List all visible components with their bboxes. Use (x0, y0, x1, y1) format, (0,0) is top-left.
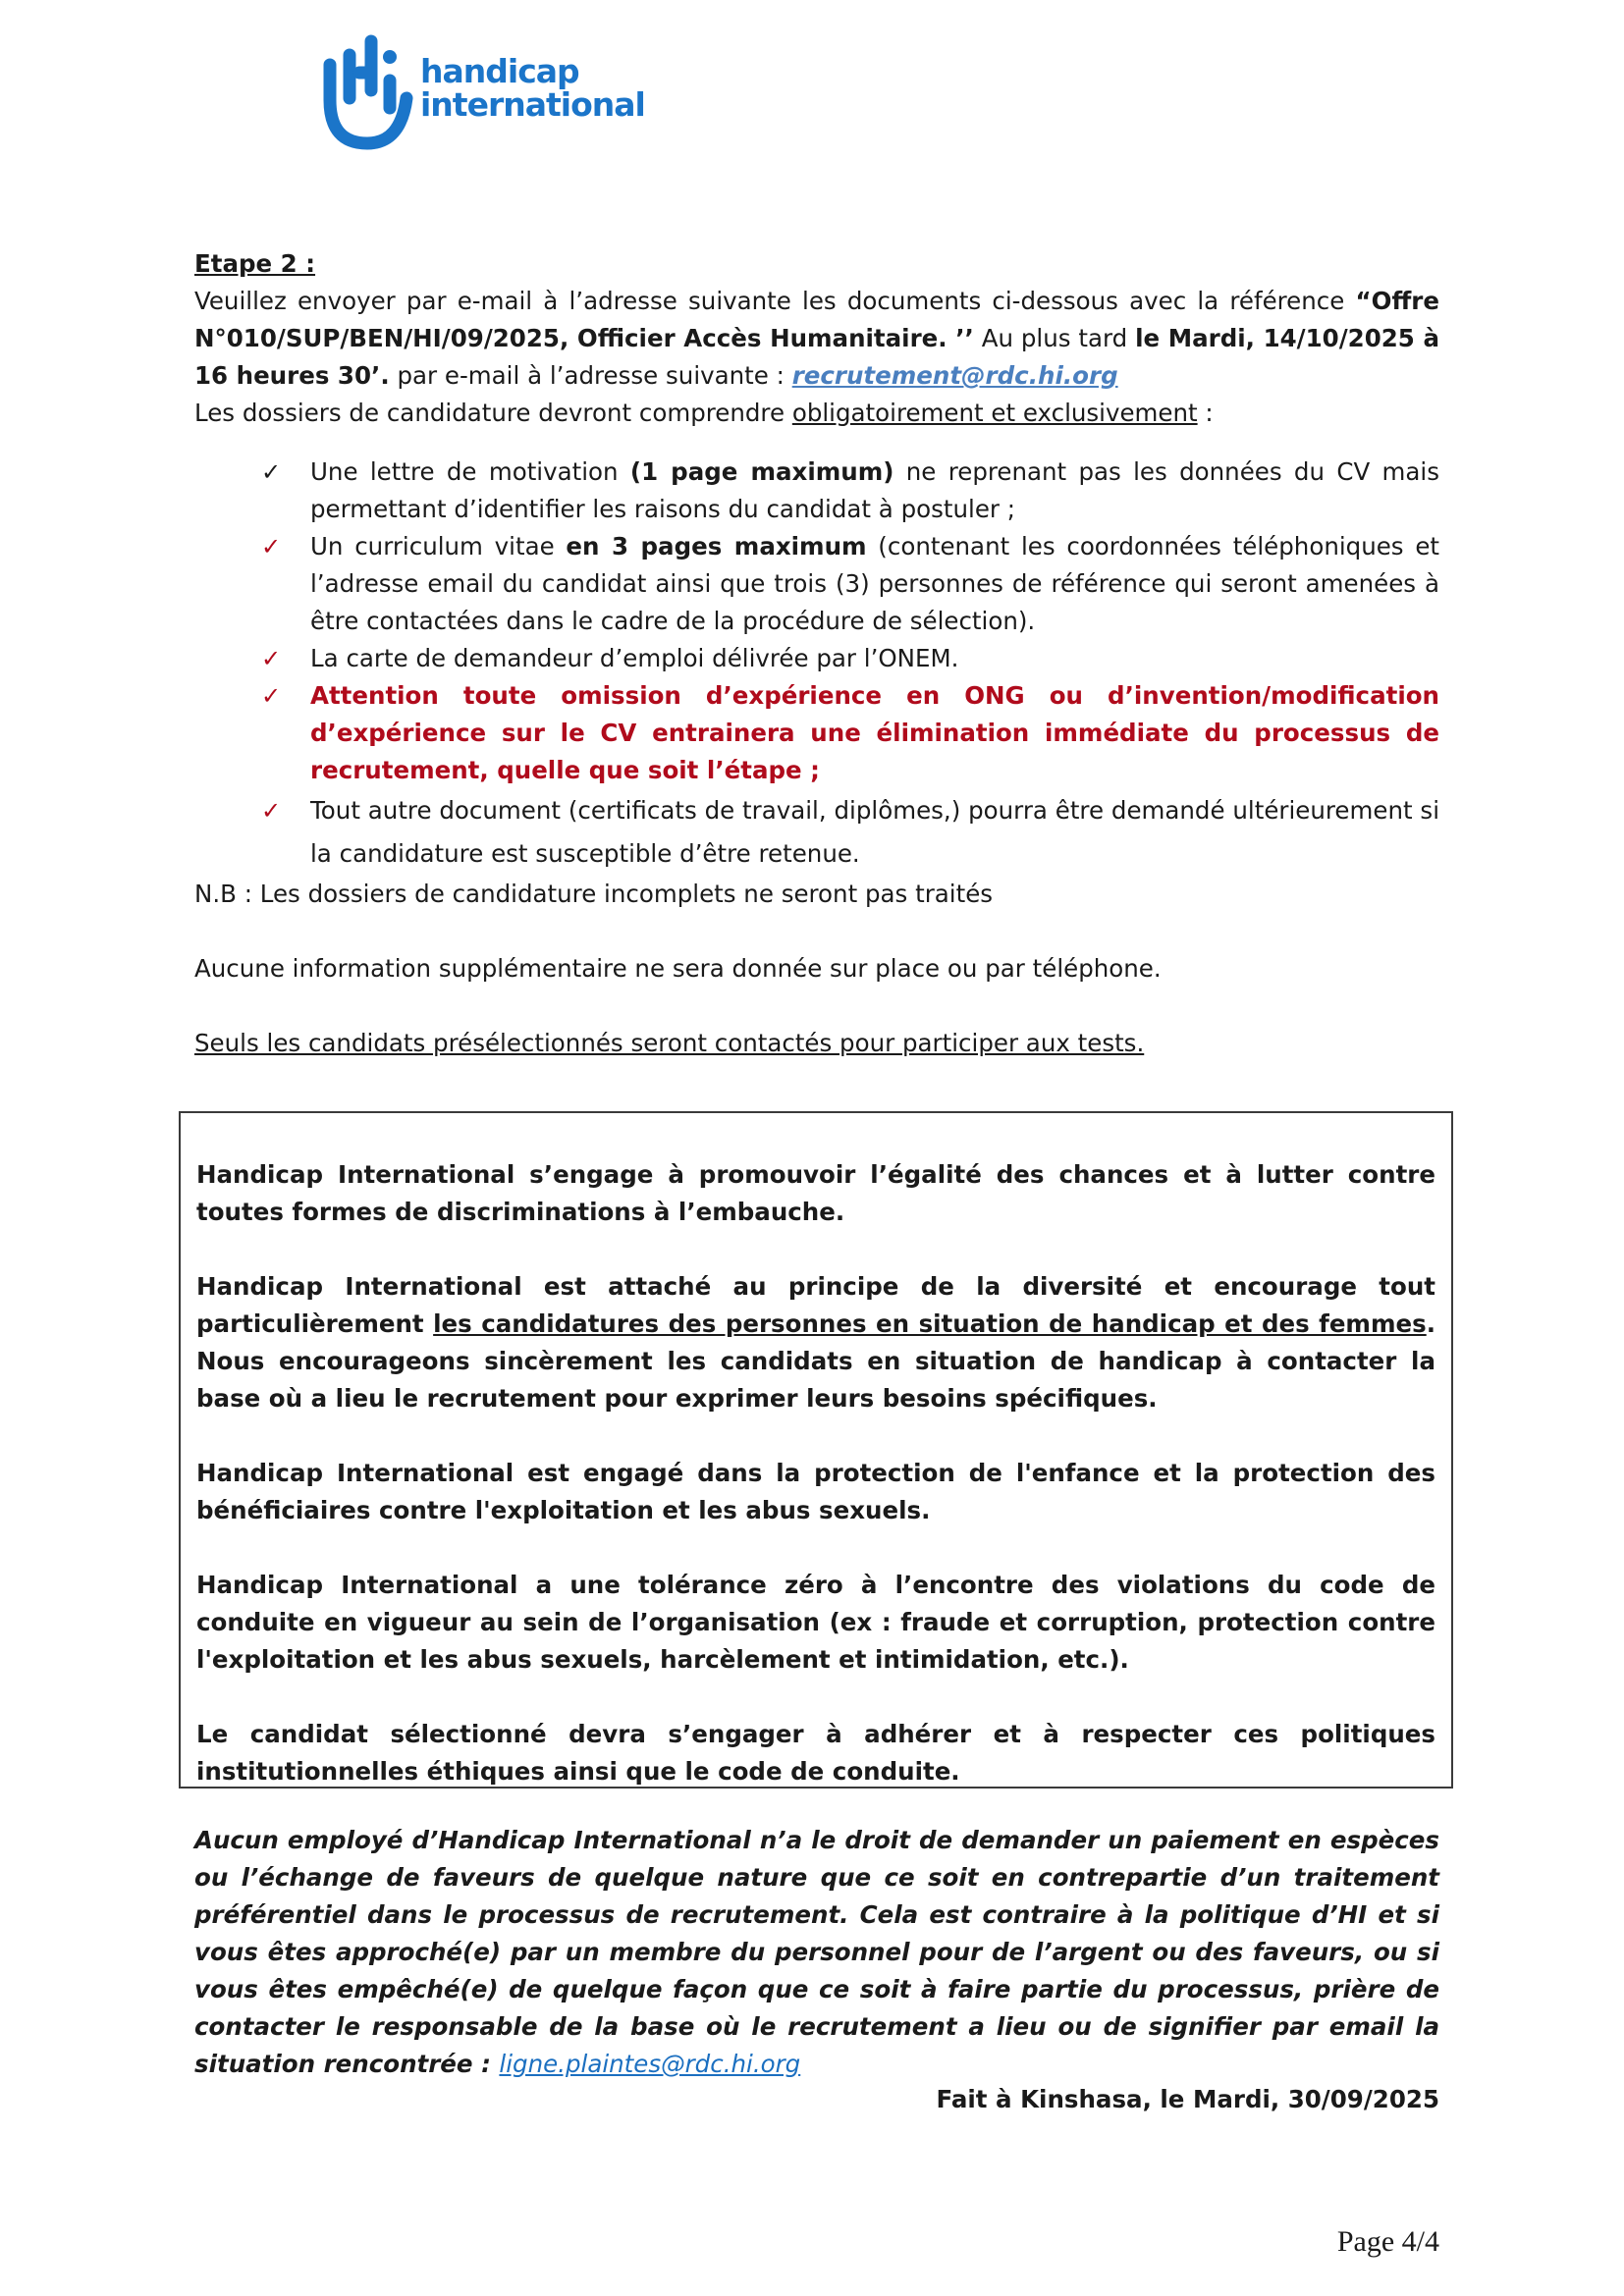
list-item-cv (261, 528, 1439, 640)
item-text: ne reprenant pas les données du CV mais permettant d’identifier les raisons du candidat à postuler ; (310, 457, 1439, 523)
intro-text-3: par e-mail à l’adresse suivante : (389, 361, 792, 390)
item-text: Une lettre de motivation (310, 457, 630, 486)
complaint-text: Aucun employé d’Handicap International n’a le droit de demander un paiement en espèces ou l’échange de faveurs de quelque nature que ce soit en contrepartie d’un traitement préférentiel dans le processus de recrutement. Cela est contraire à la politique d’HI et si vous êtes approché(e) par un membre du personnel pour de l’argent ou des faveurs, ou si vous êtes empêché(e) de quelque façon que ce soit à faire partie du processus, prière de contacter le responsable de la base où le recrutement a lieu ou de signifier par email la situation rencontrée : (194, 1826, 1439, 2078)
item-text: Un curriculum vitae (310, 532, 567, 561)
logo-line-1: handicap (420, 52, 579, 90)
complaint-email-link[interactable]: ligne.plaintes@rdc.hi.org (499, 2050, 801, 2078)
logo-wordmark (420, 52, 645, 124)
list-item-onem-card (261, 640, 1439, 677)
dossiers-requirement (194, 395, 1439, 432)
dossiers-text-1: Les dossiers de candidature devront comprendre (194, 399, 792, 427)
policy-child-protection: Handicap International est engagé dans la protection de l'enfance et la protection des bénéficiaires contre l'exploitation et les abus sexuels. (196, 1459, 1435, 1524)
step-heading: Etape 2 : (194, 249, 316, 278)
item-emphasis: en 3 pages maximum (566, 532, 867, 561)
list-item-cover-letter (261, 454, 1439, 528)
policy-box (179, 1111, 1453, 1789)
policy-equal-opportunity: Handicap International s’engage à promouvoir l’égalité des chances et à lutter contre toutes formes de discriminations à l’embauche. (196, 1160, 1435, 1226)
item-text: (contenant les coordonnées téléphoniques et l’adresse email du candidat ainsi que trois (3) personnes de référence qui seront amenées à être contactées dans le cadre de la procédure de sélection). (310, 532, 1439, 635)
no-info-note: Aucune information supplémentaire ne sera donnée sur place ou par téléphone. (194, 954, 1162, 983)
item-text: La carte de demandeur d’emploi délivrée par l’ONEM. (310, 644, 959, 672)
checkmark-icon: ✓ (261, 797, 282, 825)
handicap-international-logo (320, 27, 654, 153)
policy-emphasis: les candidatures des personnes en situation de handicap et des femmes (433, 1309, 1427, 1338)
shortlist-note: Seuls les candidats présélectionnés seront contactés pour participer aux tests. (194, 1029, 1145, 1057)
warning-text: Attention toute omission d’expérience en ONG ou d’invention/modification d’expérience sur le CV entrainera une élimination immédiate du processus de recrutement, quelle que soit l’étape ; (310, 681, 1439, 784)
policy-text: . Nous encourageons sincèrement les candidats en situation de handicap à contacter la base où a lieu le recrutement pour exprimer leurs besoins spécifiques. (196, 1309, 1436, 1413)
signature-line: Fait à Kinshasa, le Mardi, 30/09/2025 (936, 2085, 1439, 2113)
item-text: Tout autre document (certificats de travail, diplômes,) pourra être demandé ultérieurement si la candidature est susceptible d’être retenue. (310, 796, 1439, 868)
required-documents-list (194, 454, 1439, 876)
policy-zero-tolerance: Handicap International a une tolérance zéro à l’encontre des violations du code de conduite en vigueur au sein de l’organisation (ex : fraude et corruption, protection contre l'exploitation et les abus sexuels, harcèlement et intimidation, etc.). (196, 1571, 1435, 1674)
document-body (194, 245, 1439, 1062)
hi-hand-icon (320, 27, 418, 153)
offer-reference: “Offre N°010/SUP/BEN/HI/09/2025, Officier Accès Humanitaire. ’’ (194, 287, 1439, 352)
checkmark-icon: ✓ (261, 533, 282, 561)
page-number: Page 4/4 (1336, 2225, 1439, 2258)
dossiers-emphasis: obligatoirement et exclusivement (791, 399, 1198, 427)
dossiers-text-2: : (1197, 399, 1214, 427)
intro-text-1: Veuillez envoyer par e-mail à l’adresse suivante les documents ci-dessous avec la référence (194, 287, 1356, 315)
step-instructions (194, 283, 1439, 395)
checkmark-icon: ✓ (261, 458, 282, 486)
checkmark-icon: ✓ (261, 645, 282, 672)
complaint-notice (194, 1822, 1439, 2083)
item-emphasis: (1 page maximum) (629, 457, 894, 486)
logo-line-2: international (420, 85, 645, 124)
policy-text: Handicap International est attaché au principe de la diversité et encourage tout particulièrement (196, 1272, 1435, 1338)
intro-text-2: Au plus tard (973, 324, 1136, 352)
policy-diversity (196, 1268, 1435, 1417)
recruitment-email-link[interactable]: recrutement@rdc.hi.org (791, 361, 1118, 390)
policy-code-of-conduct: Le candidat sélectionné devra s’engager à adhérer et à respecter ces politiques institutionnelles éthiques ainsi que le code de conduite. (196, 1720, 1435, 1786)
nb-note: N.B : Les dossiers de candidature incomplets ne seront pas traités (194, 880, 994, 908)
deadline: le Mardi, 14/10/2025 à 16 heures 30’. (194, 324, 1440, 390)
list-item-other-documents (261, 789, 1439, 876)
checkmark-icon: ✓ (261, 682, 282, 710)
list-item-warning (261, 677, 1439, 789)
